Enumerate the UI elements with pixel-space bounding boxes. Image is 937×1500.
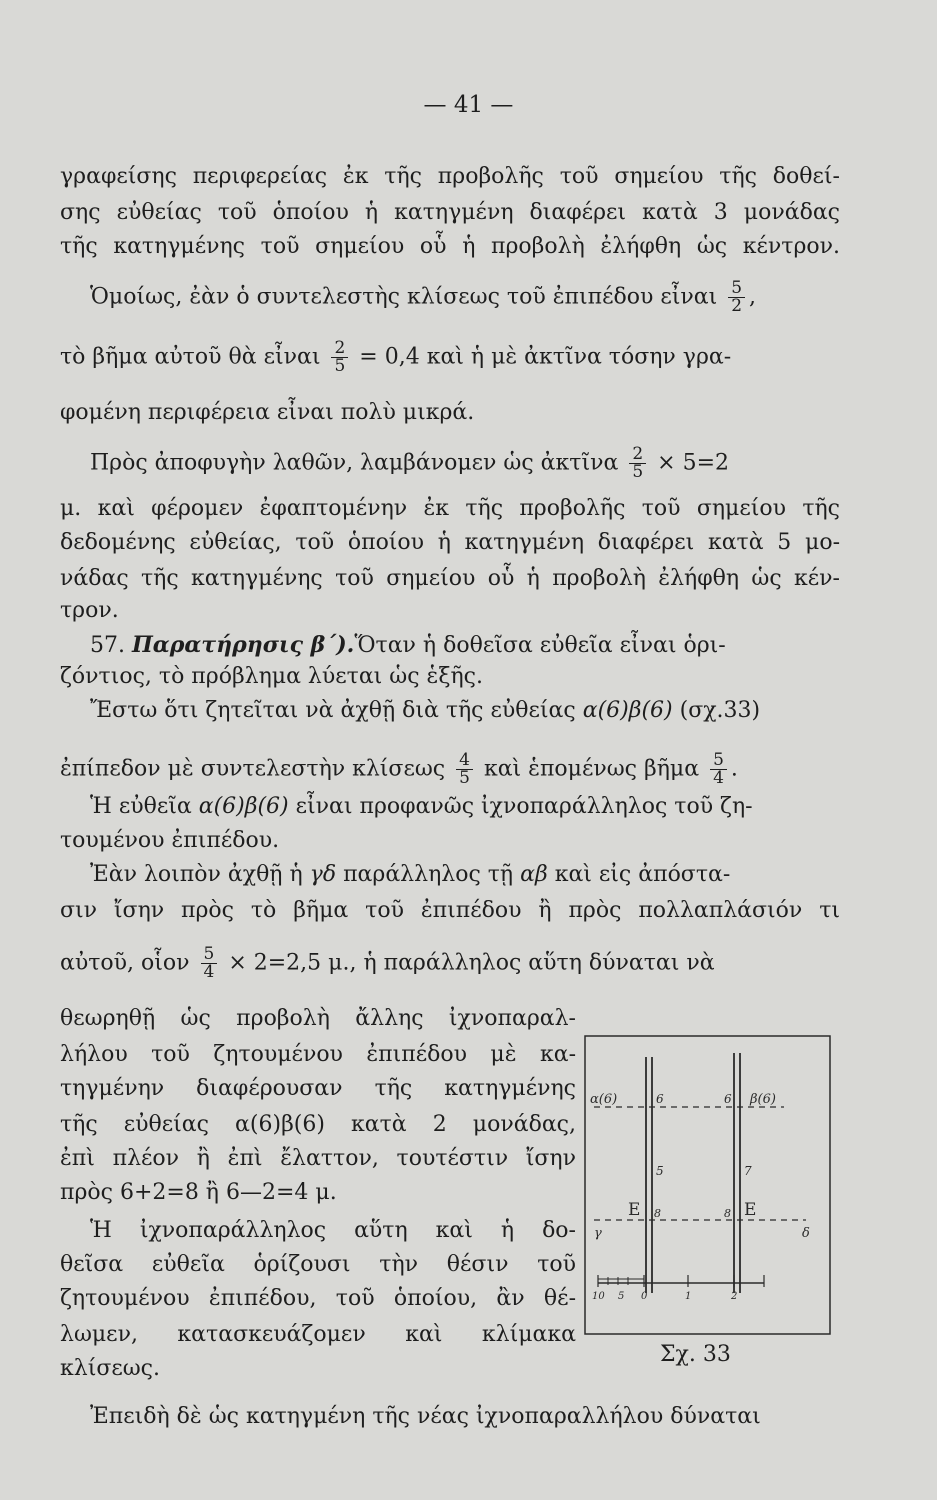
text-fragment: Ἔστω ὅτι ζητεῖται νὰ ἀχθῇ διὰ τῆς εὐθείας — [90, 698, 576, 723]
text-fragment: Πρὸς ἀποφυγὴν λαθῶν, λαμβάνομεν ὡς ἀκτῖνα — [90, 450, 619, 476]
text-fragment: = 0,4 καὶ ἡ μὲ ἀκτῖνα τόσην γρα- — [359, 344, 732, 370]
text-fragment: αὐτοῦ, οἷον — [60, 950, 190, 976]
fraction — [629, 446, 646, 481]
text-line: θεωρηθῇ ὡς προβολὴ ἄλλης ἰχνοπαραλ- — [60, 1006, 576, 1031]
text-fragment: Ἐὰν λοιπὸν ἀχθῇ ἡ — [90, 862, 303, 887]
text-fragment: καὶ ἑπομένως βῆμα — [483, 756, 700, 782]
figure-label: Ε — [744, 1200, 757, 1220]
section-title: Παρατήρησις β΄). — [132, 632, 355, 658]
text-line: μ. καὶ φέρομεν ἐφαπτομένην ἐκ τῆς προβολῆς τοῦ σημείου τῆς — [60, 496, 840, 521]
figure-label: 5 — [618, 1291, 625, 1302]
figure-frame — [585, 1036, 830, 1334]
text-line: λωμεν, κατασκευάζομεν καὶ κλίμακα — [60, 1322, 576, 1347]
text-line — [60, 446, 870, 481]
fraction-numerator: 5 — [728, 280, 745, 298]
text-line: νάδας τῆς κατηγμένης τοῦ σημείου οὗ ἡ προβολὴ ἐλήφθη ὡς κέν- — [60, 566, 840, 591]
text-line: τῆς κατηγμένης τοῦ σημείου οὗ ἡ προβολὴ ἐλήφθη ὡς κέντρον. — [60, 234, 840, 259]
figure-label: 5 — [656, 1164, 664, 1178]
math-term: αβ — [520, 862, 548, 887]
fraction — [331, 340, 348, 375]
fraction-numerator: 4 — [456, 752, 473, 770]
text-fragment: Ὅταν ἡ δοθεῖσα εὐθεῖα εἶναι ὁρι- — [354, 633, 726, 658]
fraction-numerator: 5 — [201, 946, 218, 964]
text-line: λήλου τοῦ ζητουμένου ἐπιπέδου μὲ κα- — [60, 1042, 576, 1067]
text-fragment: Ἡ εὐθεῖα — [90, 794, 192, 819]
figure-label: 10 — [592, 1291, 605, 1302]
figure-label: 2 — [731, 1291, 738, 1302]
text-fragment: × 2=2,5 μ., ἡ παράλληλος αὕτη δύναται νὰ — [228, 950, 715, 976]
fraction — [456, 752, 473, 787]
fraction-numerator: 2 — [331, 340, 348, 358]
math-term: α(6)β(6) — [198, 794, 289, 819]
figure-label: β(6) — [750, 1092, 776, 1107]
figure-label: 8 — [724, 1207, 731, 1220]
fraction — [710, 752, 727, 787]
figure-label: 0 — [641, 1291, 648, 1302]
text-line — [60, 860, 870, 890]
fraction-denominator: 4 — [203, 962, 215, 982]
text-line — [60, 696, 870, 726]
text-fragment: ἐπίπεδον μὲ συντελεστὴν κλίσεως — [60, 756, 446, 782]
text-line: Ὁμοίως, ἐὰν ὁ συντελεστὴς κλίσεως τοῦ ἐπιπέδου εἶναι $\frac{5}{2}$ , — [90, 278, 757, 316]
figure-label: 8 — [654, 1207, 661, 1220]
figure-label: 7 — [744, 1164, 752, 1178]
figure-label: α(6) — [590, 1092, 618, 1107]
text-line: Ἐπειδὴ δὲ ὡς κατηγμένη τῆς νέας ἰχνοπαραλλήλου δύναται — [90, 1404, 761, 1429]
text-line — [60, 946, 840, 981]
text-line: τῆς εὐθείας α(6)β(6) κατὰ 2 μονάδας, — [60, 1112, 576, 1137]
fraction-denominator: 2 — [731, 296, 743, 316]
text-fragment: παράλληλος τῇ — [343, 862, 514, 887]
text-line: γραφείσης περιφερείας ἐκ τῆς προβολῆς τοῦ σημείου τῆς δοθεί- — [60, 164, 840, 189]
fraction — [201, 946, 218, 981]
text-line: τουμένου ἐπιπέδου. — [60, 828, 280, 853]
text-line: σιν ἴσην πρὸς τὸ βῆμα τοῦ ἐπιπέδου ἢ πρὸς πολλαπλάσιόν τι — [60, 898, 840, 923]
text-line: Ἡ ἰχνοπαράλληλος αὕτη καὶ ἡ δο- — [90, 1218, 576, 1243]
page-number: — 41 — — [423, 92, 514, 118]
text-line — [60, 340, 840, 375]
text-line: φομένη περιφέρεια εἶναι πολὺ μικρά. — [60, 400, 475, 425]
fraction-denominator: 4 — [713, 768, 724, 788]
text-fragment: Ὁμοίως, ἐὰν ὁ συντελεστὴς κλίσεως τοῦ ἐπιπέδου εἶναι — [90, 284, 718, 310]
section-number: 57. — [90, 633, 125, 658]
figure-33 — [584, 1035, 831, 1335]
text-line: ζόντιος, τὸ πρόβλημα λύεται ὡς ἑξῆς. — [60, 664, 483, 689]
fraction-numerator: 2 — [629, 446, 646, 464]
text-line: ζητουμένου ἐπιπέδου, τοῦ ὁποίου, ἂν θέ- — [60, 1286, 576, 1311]
figure-label: Ε — [628, 1200, 641, 1220]
figure-caption: Σχ. 33 — [660, 1342, 731, 1367]
figure-label: 1 — [685, 1291, 692, 1302]
text-fragment: × 5=2 — [657, 450, 729, 476]
fraction-denominator: 5 — [334, 356, 346, 376]
text-line: τρον. — [60, 598, 119, 623]
text-line: κλίσεως. — [60, 1356, 160, 1381]
text-line — [60, 630, 870, 661]
math-term: α(6)β(6) — [582, 698, 673, 723]
text-line: ἐπὶ πλέον ἢ ἐπὶ ἔλαττον, τουτέστιν ἴσην — [60, 1146, 576, 1171]
fraction-numerator: 5 — [710, 752, 727, 770]
text-line — [60, 792, 870, 822]
math-term: γδ — [309, 862, 337, 887]
text-line: τηγμένην διαφέρουσαν τῆς κατηγμένης — [60, 1076, 576, 1101]
figure-label: γ — [594, 1226, 602, 1241]
fraction-denominator: 5 — [632, 462, 644, 482]
fraction — [728, 280, 745, 315]
text-fragment: καὶ εἰς ἀπόστα- — [554, 862, 731, 887]
text-line: δεδομένης εὐθείας, τοῦ ὁποίου ἡ κατηγμένη διαφέρει κατὰ 5 μο- — [60, 530, 840, 555]
fraction-denominator: 5 — [459, 768, 470, 788]
text-line: πρὸς 6+2=8 ἢ 6—2=4 μ. — [60, 1180, 337, 1205]
text-fragment: εἶναι προφανῶς ἰχνοπαράλληλος τοῦ ζη- — [295, 794, 753, 819]
figure-label: 6 — [656, 1092, 664, 1106]
figure-label: δ — [802, 1226, 810, 1241]
text-line: ἐπίπεδον μὲ συντελεστὴν κλίσεως $\frac{4}{5}$ καὶ ἑπομένως βῆμα $\frac{5}{4}$ . — [60, 750, 738, 788]
text-fragment: (σχ.33) — [679, 698, 761, 723]
figure-label: 6 — [724, 1092, 732, 1106]
text-line: θεῖσα εὐθεῖα ὁρίζουσι τὴν θέσιν τοῦ — [60, 1252, 576, 1277]
text-fragment: τὸ βῆμα αὐτοῦ θὰ εἶναι — [60, 344, 321, 370]
text-line: σης εὐθείας τοῦ ὁποίου ἡ κατηγμένη διαφέρει κατὰ 3 μονάδας — [60, 200, 840, 225]
